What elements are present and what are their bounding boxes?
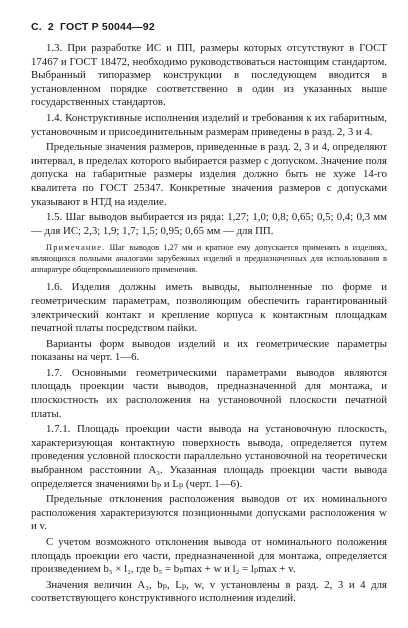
- paragraph-lead-variants: Варианты форм выводов изделий и их геометрические параметры показаны на черт. 1—6.: [31, 337, 387, 364]
- paragraph-1-3: 1.3. При разработке ИС и ПП, размеры которых отсутствуют в ГОСТ 17467 и ГОСТ 18472, необходимо руководствоваться настоящим стандартом. Выбранный типоразмер конструкции в последующем вводится в установленном порядке соответственно в один из указанных выше государственных стандартов.: [31, 42, 387, 109]
- page-prefix: С.: [31, 21, 42, 33]
- paragraph-values: Значения величин A₃, bₚ, Lₚ, w, v установлены в разд. 2, 3 и 4 для соответствующего конструктивного исполнения изделий.: [31, 578, 387, 605]
- paragraph-1-5: 1.5. Шаг выводов выбирается из ряда: 1,27; 1,0; 0,8; 0,65; 0,5; 0,4; 0,3 мм — для ИС; 2,3; 1,9; 1,7; 1,5; 0,95; 0,65 мм — для ПП.: [31, 211, 387, 237]
- paragraph-limit-deviations: Предельные отклонения расположения выводов от их номинального расположения характеризуются позиционными допусками расположения w и v.: [31, 493, 387, 533]
- paragraph-1-6: 1.6. Изделия должны иметь выводы, выполненные по форме и геометрическим параметрам, позволяющим обеспечить гарантированный электрический контакт и крепление корпуса к контактным площадкам печатной платы посредством пайки.: [31, 281, 387, 335]
- paragraph-1-4: 1.4. Конструктивные исполнения изделий и требования к их габаритным, установочным и присоединительным размерам приведены в разд. 2, 3 и 4.: [31, 111, 387, 138]
- standard-code: ГОСТ Р 50044—92: [59, 21, 155, 33]
- paragraph-projection-area: С учетом возможного отклонения вывода от номинального положения площадь проекции его части, предназначенной для монтажа, определяется произведением b₅ × l₂, где b₅ = bₚmax + w и l₂ = lₚmax + v.: [31, 536, 387, 576]
- page-header: [31, 21, 161, 33]
- paragraph-1-7-1: 1.7.1. Площадь проекции части вывода на установочную плоскость, характеризующая контактную поверхность вывода, определяется путем проведения условной плоскости параллельно установочной на теоретически выбранном расстоянии A₃. Указанная площадь проекции части вывода определяется значениями bₚ и Lₚ (черт. 1—6).: [31, 423, 387, 490]
- note-text: Шаг выводов 1,27 мм и кратное ему допускается применять в изделиях, являющихся полными аналогами зарубежных изделий и предназначенных для использования в аппаратуре общепромышленного применения.: [31, 243, 388, 275]
- document-body: [31, 42, 387, 608]
- note-label: Примечание.: [46, 243, 106, 253]
- page-number: 2: [47, 21, 54, 33]
- paragraph-limit-values: Предельные значения размеров, приведенные в разд. 2, 3 и 4, определяют интервал, в пределах которого выбирается размер с допуском. Значение поля допуска на габаритные размеры изделия должно быть не хуже 14-го квалитета по ГОСТ 25347. Конкретные значения размеров с допусками указывают в НТД на изделие.: [31, 141, 387, 208]
- paragraph-1-7: 1.7. Основными геометрическими параметрами выводов являются площадь проекции части выводов, предназначенной для монтажа, и плоскостность их расположения на установочной плоскости печатной платы.: [31, 366, 387, 420]
- note: [31, 242, 387, 275]
